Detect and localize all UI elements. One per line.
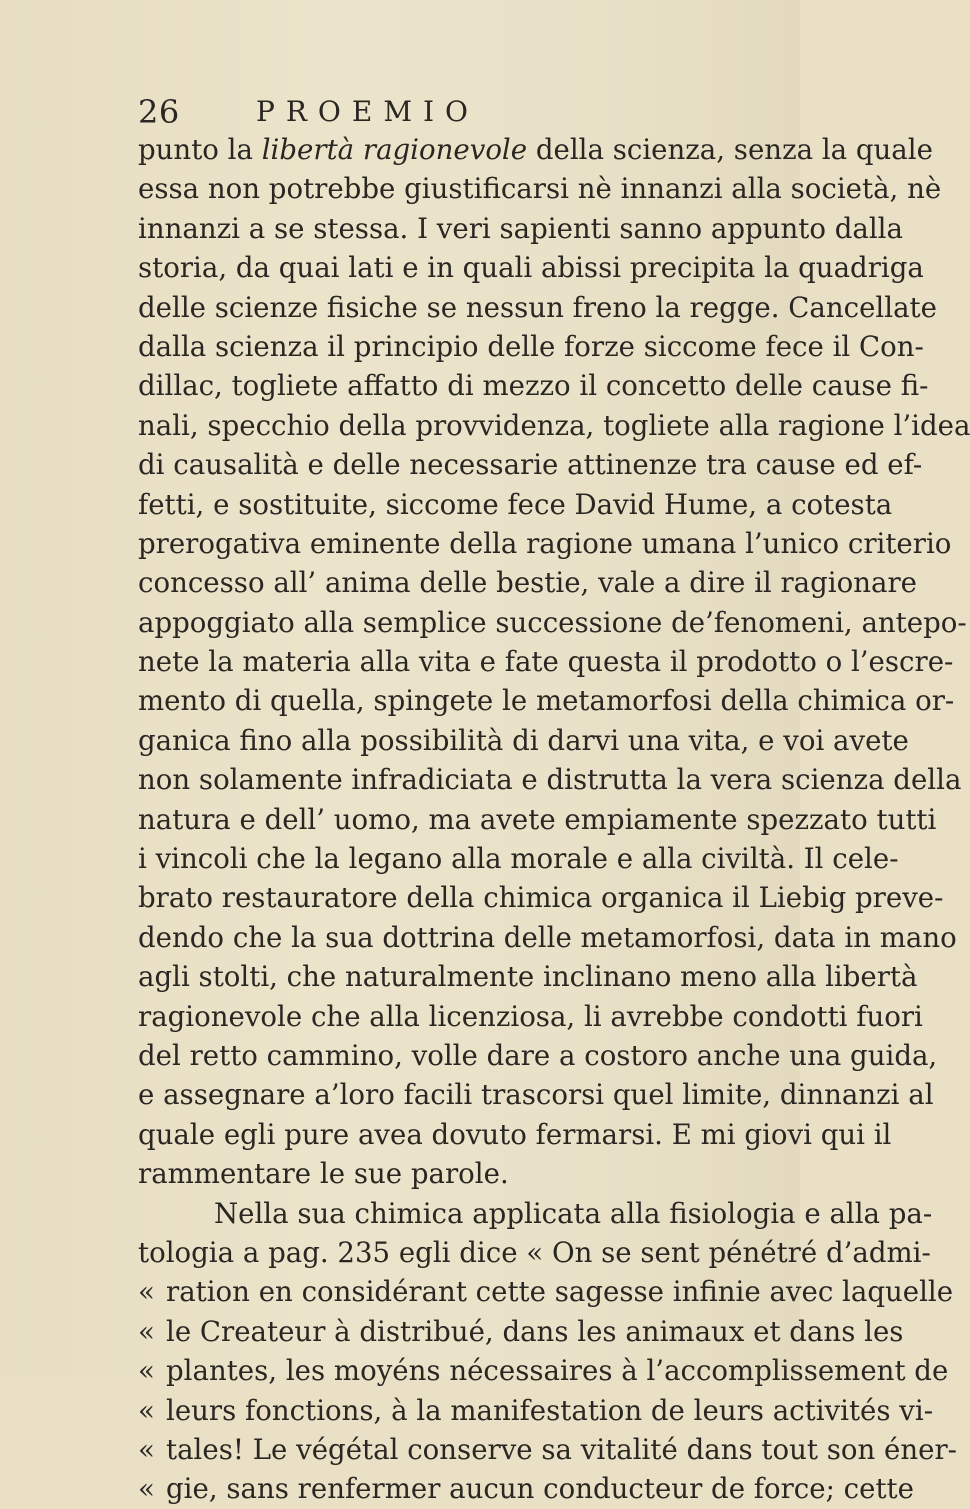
running-title: PROEMIO [256, 95, 480, 128]
text-line: i vincoli che la legano alla morale e alla civiltà. Il cele- [138, 842, 899, 876]
text-line: nali, specchio della provvidenza, togliete alla ragione l’idea [138, 408, 970, 442]
text-line: non solamente infradiciata e distrutta la vera scienza della [138, 763, 962, 797]
quoted-text: plantes, les moyéns nécessaires à l’accomplissement de [166, 1354, 949, 1388]
text-line: essa non potrebbe giustificarsi nè innanzi alla società, nè [138, 172, 942, 206]
text-line: appoggiato alla semplice successione de’fenomeni, antepo- [138, 605, 967, 639]
text-run: della scienza, senza la quale [527, 133, 933, 166]
text-line: agli stolti, che naturalmente inclinano meno alla libertà [138, 960, 918, 994]
guillemet: « [138, 1354, 155, 1388]
running-head [138, 92, 758, 132]
guillemet: « [138, 1472, 155, 1506]
paragraph-start-line: Nella sua chimica applicata alla fisiologia e alla pa- [214, 1196, 933, 1230]
quoted-text: tales! Le végétal conserve sa vitalité dans tout son éner- [166, 1432, 957, 1466]
text-run: punto la [138, 133, 262, 166]
guillemet: « [138, 1393, 155, 1427]
guillemet: « [138, 1275, 155, 1309]
text-line: natura e dell’ uomo, ma avete empiamente spezzato tutti [138, 802, 937, 836]
guillemet: « [138, 1314, 155, 1348]
text-line: brato restauratore della chimica organica il Liebig preve- [138, 881, 944, 915]
text-line: dillac, togliete affatto di mezzo il concetto delle cause fi- [138, 369, 929, 403]
page-number: 26 [138, 93, 180, 131]
quoted-text: gie, sans renfermer aucun conducteur de force; cette [166, 1472, 914, 1506]
text-line: ganica fino alla possibilità di darvi una vita, e voi avete [138, 723, 909, 757]
quoted-text: leurs fonctions, à la manifestation de leurs activités vi- [166, 1393, 934, 1427]
text-line: quale egli pure avea dovuto fermarsi. E mi giovi qui il [138, 1117, 892, 1151]
text-line: storia, da quai lati e in quali abissi precipita la quadriga [138, 251, 924, 285]
text-line: di causalità e delle necessarie attinenze tra cause ed ef- [138, 448, 923, 482]
italic-phrase: libertà ragionevole [261, 133, 528, 166]
text-line: delle scienze fisiche se nessun freno la regge. Cancellate [138, 290, 937, 324]
quoted-line [138, 1391, 934, 1430]
text-line [138, 130, 933, 169]
text-line: ragionevole che alla licenziosa, li avrebbe condotti fuori [138, 999, 923, 1033]
text-line: rammentare le sue parole. [138, 1157, 509, 1191]
text-line: nete la materia alla vita e fate questa il prodotto o l’escre- [138, 645, 954, 679]
text-line: innanzi a se stessa. I veri sapienti sanno appunto dalla [138, 211, 903, 245]
text-line: tologia a pag. 235 egli dice « On se sent pénétré d’admi- [138, 1235, 931, 1269]
quoted-text: ration en considérant cette sagesse infinie avec laquelle [166, 1275, 954, 1309]
text-line: e assegnare a’loro facili trascorsi quel limite, dinnanzi al [138, 1078, 934, 1112]
text-line: dendo che la sua dottrina delle metamorfosi, data in mano [138, 920, 957, 954]
body-text [138, 130, 970, 1509]
text-line: del retto cammino, volle dare a costoro anche una guida, [138, 1038, 938, 1072]
text-line: mento di quella, spingete le metamorfosi della chimica or- [138, 684, 955, 718]
quoted-line [138, 1351, 949, 1390]
quoted-line [138, 1469, 914, 1508]
guillemet: « [138, 1432, 155, 1466]
text-line: concesso all’ anima delle bestie, vale a dire il ragionare [138, 566, 917, 600]
quoted-line [138, 1430, 957, 1469]
quoted-line [138, 1312, 904, 1351]
text-line: fetti, e sostituite, siccome fece David Hume, a cotesta [138, 487, 893, 521]
text-line: prerogativa eminente della ragione umana l’unico criterio [138, 526, 952, 560]
quoted-text: le Createur à distribué, dans les animaux et dans les [166, 1314, 904, 1348]
quoted-line [138, 1272, 954, 1311]
text-line: dalla scienza il principio delle forze siccome fece il Con- [138, 329, 924, 363]
